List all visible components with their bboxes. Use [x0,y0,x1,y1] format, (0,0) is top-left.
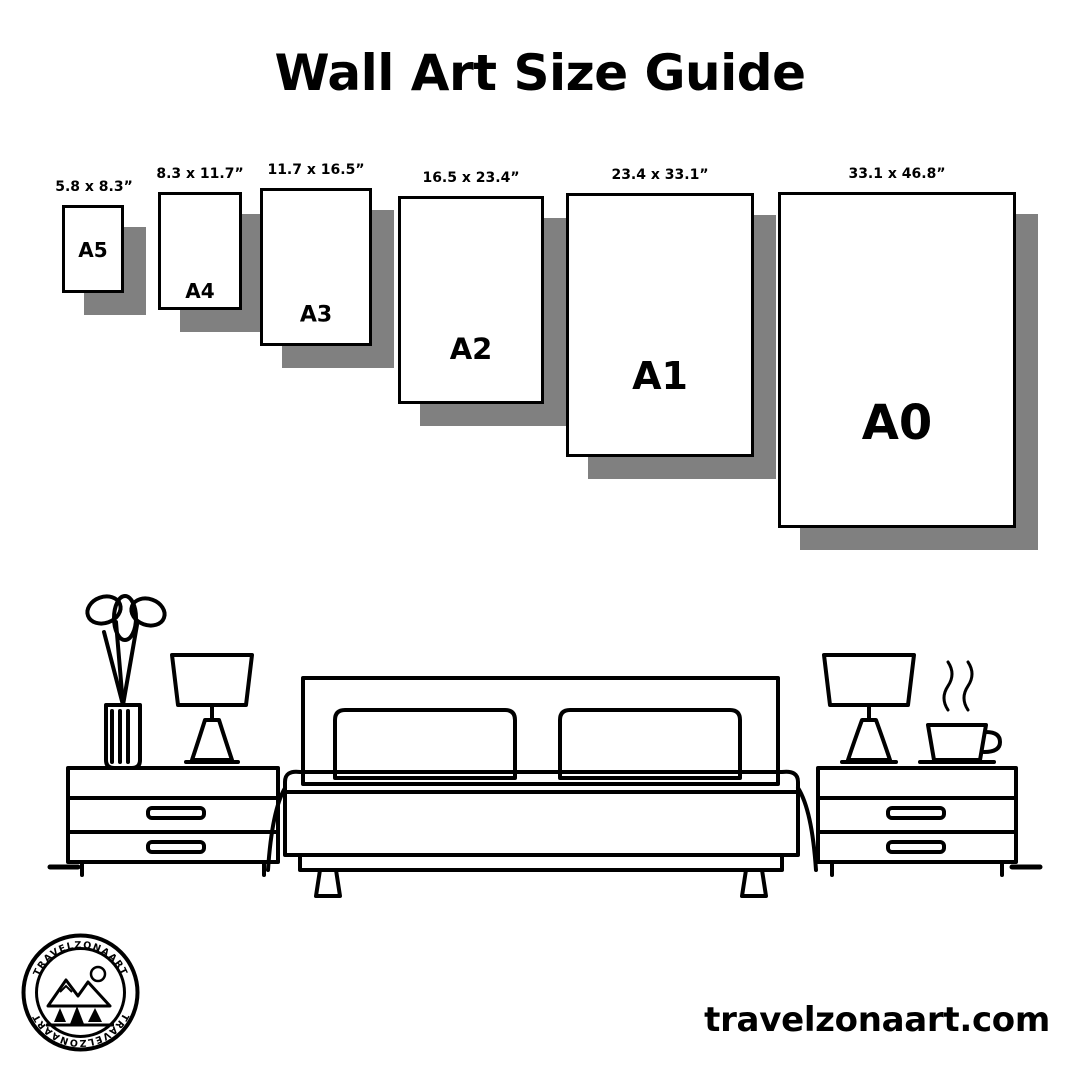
frame-box [566,193,754,457]
pillow-right [560,710,740,778]
frame-size-label: A3 [299,302,333,328]
frame-box [778,192,1016,528]
frame-box [398,196,544,404]
frame-size-label: A4 [185,279,215,303]
frame-box [260,188,372,346]
frame-dimensions-label: 23.4 x 33.1” [611,167,709,183]
frame-box [158,192,242,310]
logo-bottom-text: TRAVELZONAART [30,1011,131,1049]
frame-dimensions-label: 33.1 x 46.8” [848,166,946,182]
frame-size-label: A0 [861,395,933,451]
frame-dimensions-label: 5.8 x 8.3” [55,179,133,195]
page-title: Wall Art Size Guide [274,44,806,102]
pillow-left [335,710,515,778]
bed [268,678,816,896]
plant-vase [84,592,169,768]
frame-dimensions-label: 8.3 x 11.7” [156,166,244,182]
frame-box [62,205,124,293]
bedroom-illustration [0,570,1080,910]
logo-top-text: TRAVELZONAART [31,939,130,978]
size-chart [0,160,1080,600]
frame-size-label: A1 [632,354,688,398]
coffee-cup [920,662,1000,762]
brand-logo [18,930,143,1055]
table-lamp-right [824,655,914,762]
nightstand-right [818,768,1016,875]
frame-size-label: A2 [449,332,493,366]
frame-dimensions-label: 11.7 x 16.5” [267,162,365,178]
frame-dimensions-label: 16.5 x 23.4” [422,170,520,186]
table-lamp-left [172,655,252,762]
website-url: travelzonaart.com [704,1000,1050,1040]
frame-size-label: A5 [78,238,108,262]
nightstand-left [68,768,278,875]
